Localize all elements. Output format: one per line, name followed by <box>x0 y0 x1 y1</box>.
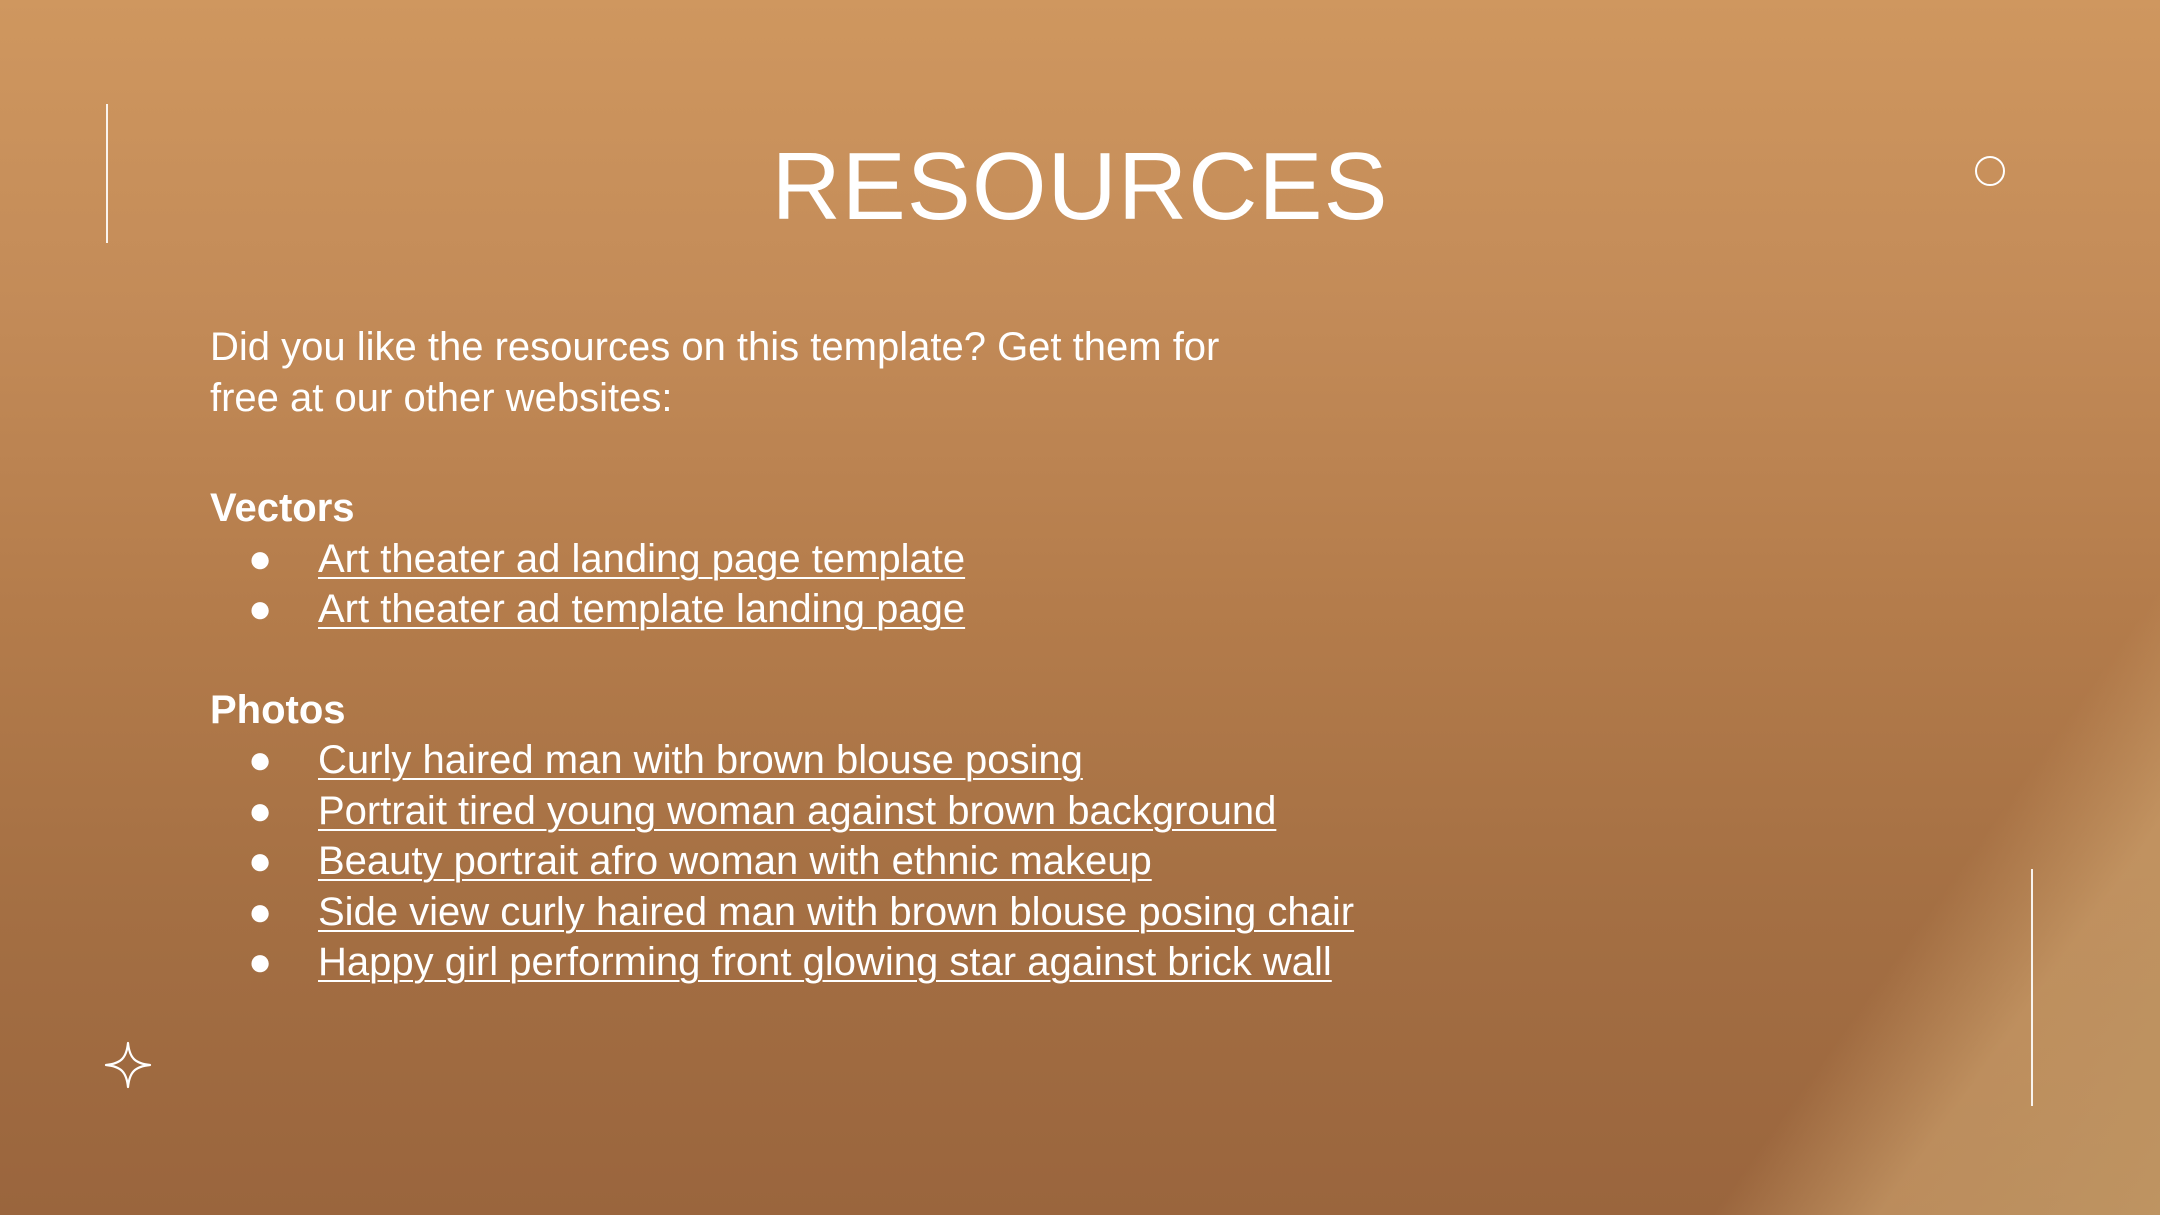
bullet: ● <box>248 587 273 631</box>
list-item <box>210 887 1710 938</box>
decorative-line-right <box>2031 869 2033 1106</box>
page-title: RESOURCES <box>771 133 1389 240</box>
resource-link[interactable]: Art theater ad landing page template <box>318 536 966 581</box>
bullet: ● <box>248 536 273 581</box>
bullet: ● <box>248 738 273 782</box>
resources-content <box>210 322 1710 988</box>
resource-link[interactable]: Curly haired man with brown blouse posing <box>318 738 1083 782</box>
sparkle-star-icon <box>104 1041 152 1089</box>
list-item <box>210 584 1710 635</box>
section-heading-photos: Photos <box>210 687 346 732</box>
resource-link[interactable]: Beauty portrait afro woman with ethnic makeup <box>318 839 1152 883</box>
resource-link[interactable]: Side view curly haired man with brown blouse posing chair <box>318 889 1355 934</box>
list-item <box>210 534 1710 585</box>
resource-link[interactable]: Art theater ad template landing page <box>318 587 966 631</box>
list-item <box>210 786 1710 837</box>
bullet: ● <box>248 788 273 833</box>
bullet: ● <box>248 889 273 934</box>
list-item <box>210 836 1710 887</box>
list-item <box>210 735 1710 786</box>
intro-text: Did you like the resources on this template? Get them for free at our other websites: <box>210 325 1220 420</box>
resource-link[interactable]: Happy girl performing front glowing star against brick wall <box>318 940 1332 984</box>
resource-link[interactable]: Portrait tired young woman against brown background <box>318 788 1277 833</box>
list-item <box>210 937 1710 988</box>
photos-link-list <box>210 735 1710 988</box>
bullet: ● <box>248 940 273 984</box>
bullet: ● <box>248 839 273 883</box>
vectors-link-list <box>210 534 1710 635</box>
section-heading-vectors: Vectors <box>210 486 355 530</box>
